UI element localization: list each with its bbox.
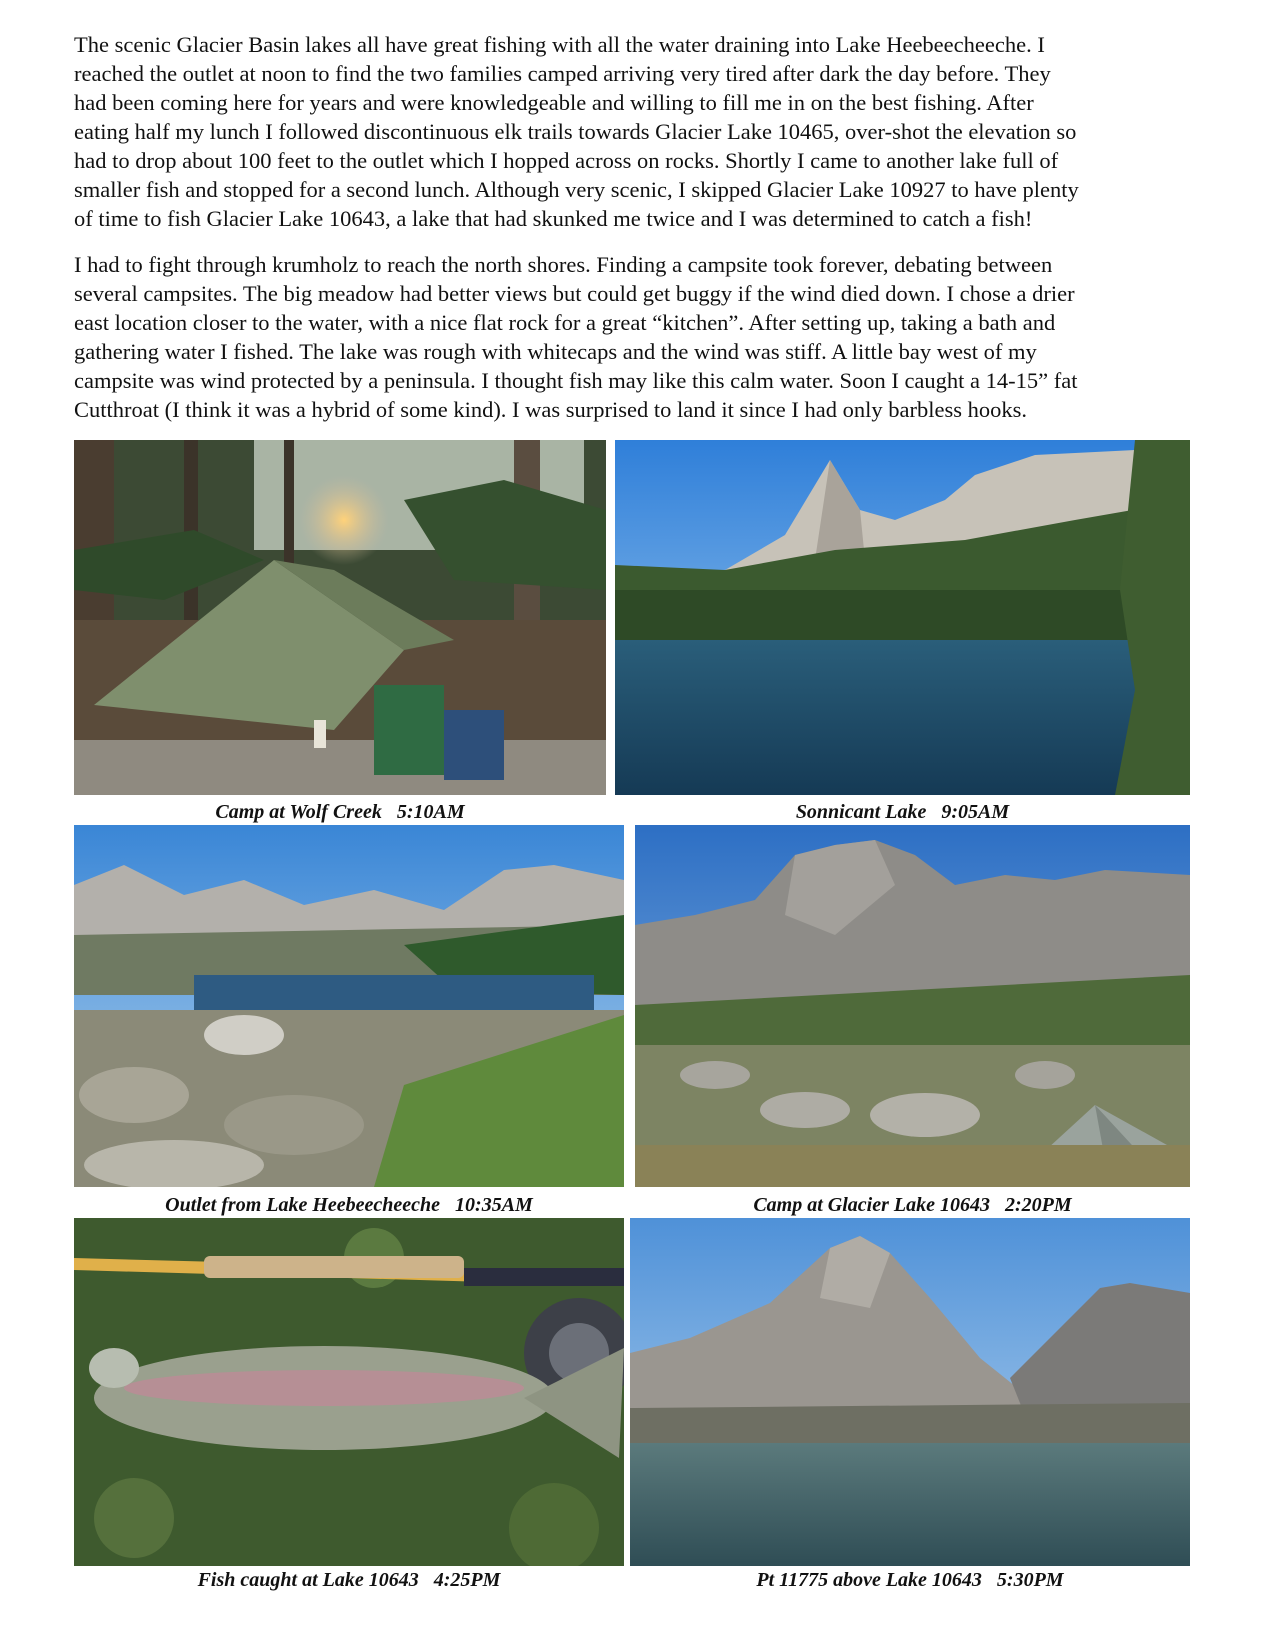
photo-camp-wolf-creek (74, 440, 606, 795)
caption-pt-11775: Pt 11775 above Lake 10643 5:30PM (756, 1569, 1064, 1591)
photo-fish-caught (74, 1218, 624, 1566)
photo-camp-glacier-lake (635, 825, 1190, 1187)
photo-outlet-heebeecheeche (74, 825, 624, 1187)
photo-sonnicant-lake (615, 440, 1190, 795)
caption-sonnicant-lake: Sonnicant Lake 9:05AM (795, 801, 1010, 823)
paragraph-1: The scenic Glacier Basin lakes all have great fishing with all the water draining into Lake Heebeecheeche. I reached the outlet at noon to find the two families camped arriving very tired after dark the day before. They had been coming here for years and were knowledgeable and willing to fill me in on the best fishing. After eating half my lunch I followed discontinuous elk trails towards Glacier Lake 10465, over-shot the elevation so had to drop about 100 feet to the outlet which I hopped across on rocks. Shortly I came to another lake full of smaller fish and stopped for a second lunch. Although very scenic, I skipped Glacier Lake 10927 to have plenty of time to fish Glacier Lake 10643, a lake that had skunked me twice and I was determined to catch a fish! (74, 32, 1079, 231)
photo-pt-11775 (630, 1218, 1190, 1566)
caption-camp-wolf-creek: Camp at Wolf Creek 5:10AM (215, 801, 465, 823)
caption-outlet-heebeecheeche: Outlet from Lake Heebeecheeche 10:35AM (165, 1194, 533, 1216)
paragraph-2: I had to fight through krumholz to reach the north shores. Finding a campsite took forever, debating between several campsites. The big meadow had better views but could get buggy if the wind died down. I chose a drier east location closer to the water, with a nice flat rock for a great “kitchen”. After setting up, taking a bath and gathering water I fished. The lake was rough with whitecaps and the wind was stiff. A little bay west of my campsite was wind protected by a peninsula. I thought fish may like this calm water. Soon I caught a 14-15” fat Cutthroat (I think it was a hybrid of some kind). I was surprised to land it since I had only barbless hooks. (74, 252, 1078, 422)
caption-camp-glacier-lake: Camp at Glacier Lake 10643 2:20PM (753, 1194, 1072, 1216)
caption-fish-caught: Fish caught at Lake 10643 4:25PM (197, 1569, 501, 1591)
